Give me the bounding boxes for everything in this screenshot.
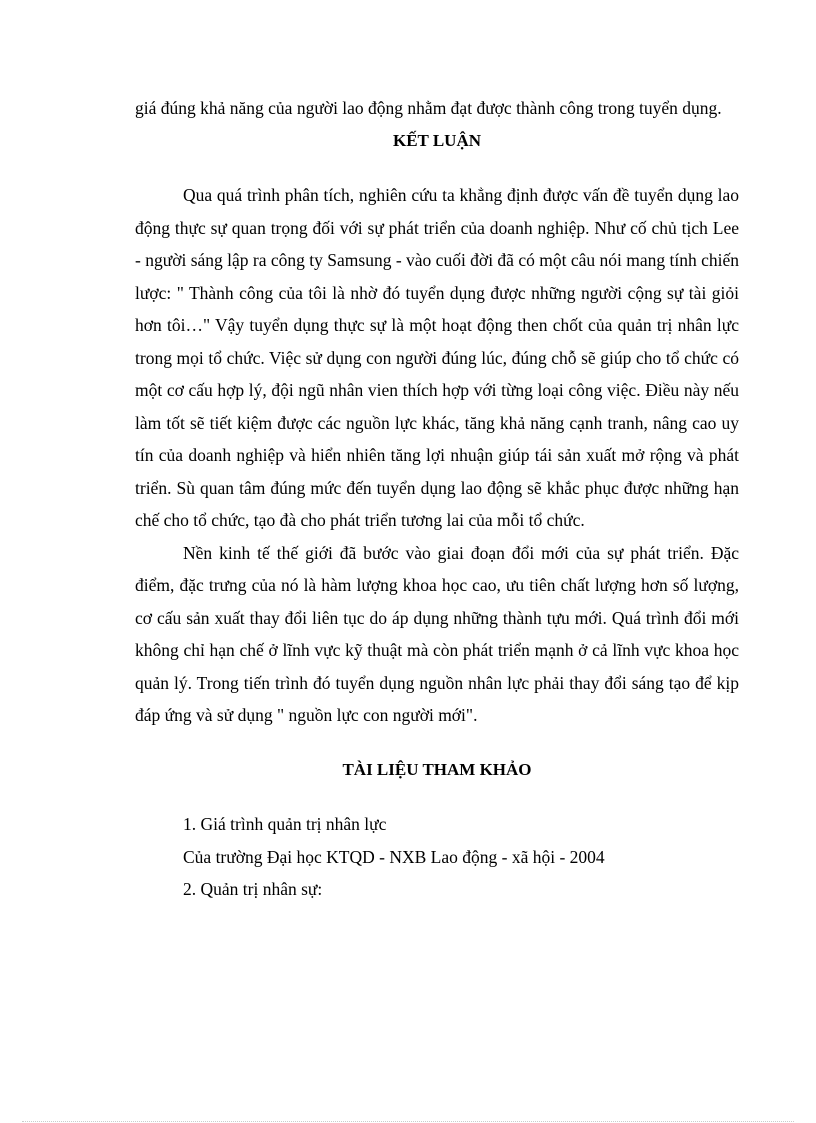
reference-item-2: 2. Quản trị nhân sự: <box>183 879 323 899</box>
conclusion-paragraph-2: Nền kinh tế thế giới đã bước vào giai đoạn đổi mới của sự phát triển. Đặc điểm, đặc trưng của nó là hàm lượng khoa học cao, ưu tiên chất lượng hơn số lượng, cơ cấu sản xuất thay đổi liên tục do áp dụng những thành tựu mới. Quá trình đổi mới không chỉ hạn chế ở lĩnh vực kỹ thuật mà còn phát triển mạnh ở cả lĩnh vực khoa học quản lý. Trong tiến trình đó tuyển dụng nguồn nhân lực phải thay đổi sáng tạo để kịp đáp ứng và sử dụng " nguồn lực con người mới". <box>135 542 739 725</box>
intro-continuation-paragraph: giá đúng khả năng của người lao động nhằm đạt được thành công trong tuyển dụng. <box>135 98 722 118</box>
conclusion-paragraph-1: Qua quá trình phân tích, nghiên cứu ta khẳng định được vấn đề tuyển dụng lao động thực sự quan trọng đối với sự phát triển của doanh nghiệp. Như cố chủ tịch Lee - người sáng lập ra công ty Samsung - vào cuối đời đã có một câu nói mang tính chiến lược: " Thành công của tôi là nhờ đó tuyển dụng được những người cộng sự tài giỏi hơn tôi…" Vậy tuyển dụng thực sự là một hoạt động then chốt của quản trị nhân lực trong mọi tổ chức. Việc sử dụng con người đúng lúc, đúng chỗ sẽ giúp cho tổ chức có một cơ cấu hợp lý, đội ngũ nhân vien thích hợp với từng loại công việc. Điều này nếu làm tốt sẽ tiết kiệm được các nguồn lực khác, tăng khả năng cạnh tranh, nâng cao uy tín của doanh nghiệp và hiển nhiên tăng lợi nhuận giúp tái sản xuất mở rộng và phát triển. Sù quan tâm đúng mức đến tuyển dụng lao động sẽ khắc phục được những hạn chế cho tổ chức, tạo đà cho phát triển tương lai của mỗi tổ chức. <box>135 185 739 530</box>
references-heading: TÀI LIỆU THAM KHẢO <box>342 759 532 779</box>
document-body <box>135 92 739 906</box>
reference-item-1: 1. Giá trình quản trị nhân lực <box>183 814 387 834</box>
conclusion-heading: KẾT LUẬN <box>392 130 481 150</box>
page-bottom-edge <box>22 1121 794 1122</box>
reference-item-1-publisher: Của trường Đại học KTQD - NXB Lao động - xã hội - 2004 <box>183 846 605 867</box>
